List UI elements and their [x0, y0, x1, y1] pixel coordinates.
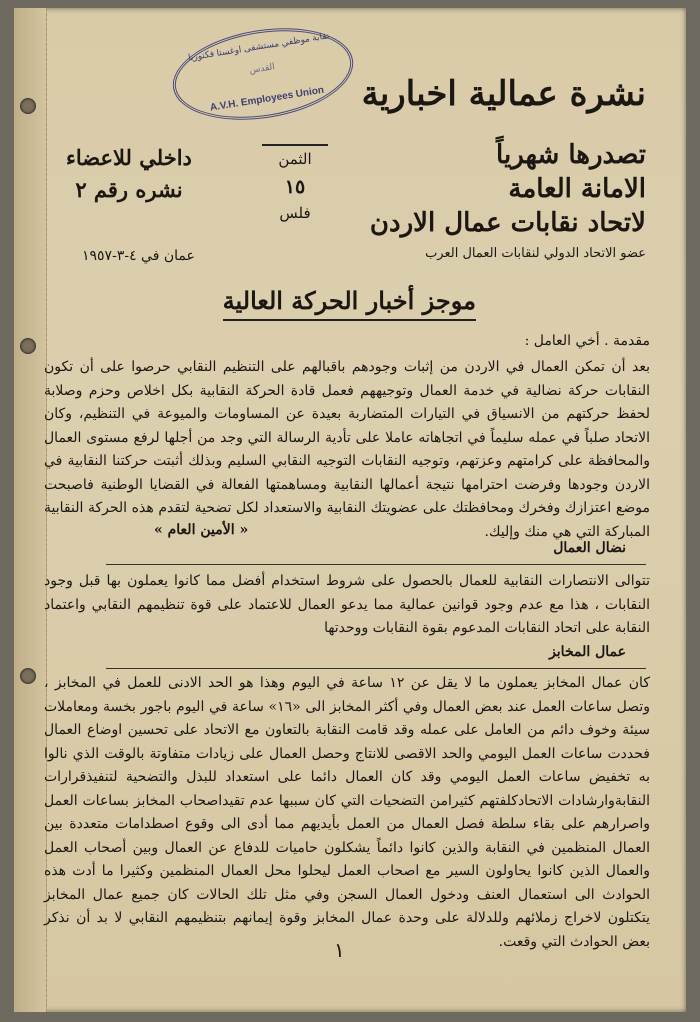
issue-date: عمان في ٤-٣-١٩٥٧ — [82, 248, 195, 264]
membership-line: عضو الاتحاد الدولي لنقابات العمال العرب — [425, 246, 646, 261]
section-title-bakeries: عمال المخابز — [549, 644, 626, 660]
masthead-title: نشرة عمالية اخبارية — [361, 74, 646, 114]
section-bakeries-paragraph: كان عمال المخابز يعملون ما لا يقل عن ١٢ ساعة في اليوم وهذا هو الحد الادنى للعمل في المخابز ، وتصل ساعات العمل عند بعض العمال وفي أكثر المخابز الى «١٦» ساعة في اليوم باجور بخسة ومعاملات سيئة وخوف دائم من العامل على عمله وقد قامت النقابة بالتعاون مع الاتحاد على تحسين اوضاع العمال فحددت ساعات العمل اليومي والحد الاقصى للانتاج وحصل العمال على زيادات متفاوتة بالوقت الذي نالوا به تخفيض ساعات العمل اليومي وقد كان العمال دائما على استعداد للبذل والتضحية لتنفيذقرارات النقابةوارشادات الاتحادكلفتهم كثيرامن التضحيات التي كان سببها عدم تقيداصحاب المخابز بساعات العمل واصرارهم على بقاء سلطة فصل العمال من العمل بأيديهم مما أدى الى وقوع اصطدامات متعددة بين العمال المنظمين في النقابة والذين كانوا دائماً يشكلون حاميات للدفاع عن العمال وبين أصحاب العمل والعمال الذين كانوا يحاولون السير مع اصحاب العمل ليحلوا محل العمال المنظمين وكثيرا ما أدت هذه الحوادث الى استعمال العنف ودخول العمال السجن وفي مثل تلك الحالات كان جميع عمال المخابز يتكتلون لاخراج زملائهم وللدلالة على وحدة عمال المخابز وقوة إيمانهم بتنظيمهم النقابي لا بد أن نذكر بعض الحوادث التي وقعت. — [44, 675, 650, 950]
issuer-block — [370, 138, 646, 240]
issuer-federation: لاتحاد نقابات عمال الاردن — [369, 208, 646, 238]
punch-hole — [20, 98, 36, 114]
punch-hole — [20, 338, 36, 354]
page-number: ١ — [334, 938, 345, 962]
section-title-struggle: نضال العمال — [553, 540, 626, 556]
price-rule — [262, 144, 328, 146]
stamp-ring-text: نقابة موظفي مستشفى اوغستا فكتوريا — [187, 30, 330, 63]
issuer-secretariat: الامانة العامة — [508, 174, 646, 204]
section-struggle-paragraph: تتوالى الانتصارات النقابية للعمال بالحصول على شروط استخدام أفضل مما كانوا يعملون بها قبل وجود النقابات ، هذا مع عدم وجود قوانين عمالية مما يدعو العمال للاعتماد على قوة تنظيمهم النقابي واعتماد النقابة على اتحاد النقابات المدعوم بقوة النقابات ووحدتها — [44, 573, 650, 636]
price-label: الثمن — [278, 150, 312, 168]
price-box — [256, 140, 334, 222]
price-unit: فلس — [279, 204, 311, 222]
union-stamp — [166, 16, 360, 131]
intro-paragraph: بعد أن تمكن العمال في الاردن من إثبات وجودهم باقبالهم على التنظيم النقابي حرصوا على أن تكون النقابات حركة نضالية في خدمة العمال وتوجيههم فعمل قادة الحركة النقابية بكل اخلاص وحزم وصلابة لحفظ حركتهم من الانسياق في التيارات المتضاربة بعيدة عن المساومات والميوعة في التنظيم، وكان الاتحاد صلباً في عمله سليماً في اتجاهاته عاملا على تأدية الرسالة التي وجد من أجلها لرفع مستوى العمال والمحافظة على كرامتهم وعزتهم، وتوجيه النقابات التوجيه النقابي السليم وبذلك أثبتت حركتنا النقابية في الاردن وجودها وفرضت احترامها نتيجة أعمالها النقابية ومساهمتها الفعالة في القضايا الوطنية فاصبحت موضع اعتزازك وفخرك ومحافظتك على عضويتك النقابية والاستعداد لكل تضحية لتقدم هذه الحركة النقابية المباركة التي هي منك وإليك. — [44, 359, 650, 540]
binding-margin — [14, 8, 47, 1012]
intro-label: مقدمة . أخي العامل : — [524, 333, 650, 349]
internal-label: داخلي للاعضاء — [66, 145, 192, 170]
divider — [106, 668, 646, 669]
stamp-center-text: القدس — [248, 61, 276, 76]
internal-block — [66, 142, 192, 206]
stamp-english-text: A.V.H. Employees Union — [209, 84, 325, 114]
price-value: ١٥ — [284, 176, 306, 198]
divider — [106, 564, 646, 565]
page-headline: موجز أخبار الحركة العالية — [223, 286, 476, 321]
intro-signoff: « الأمين العام » — [154, 522, 249, 538]
newsletter-page — [14, 8, 686, 1012]
issue-number: نشره رقم ٢ — [75, 177, 183, 202]
punch-hole — [20, 668, 36, 684]
issuer-frequency: تصدرها شهرياً — [496, 140, 646, 170]
